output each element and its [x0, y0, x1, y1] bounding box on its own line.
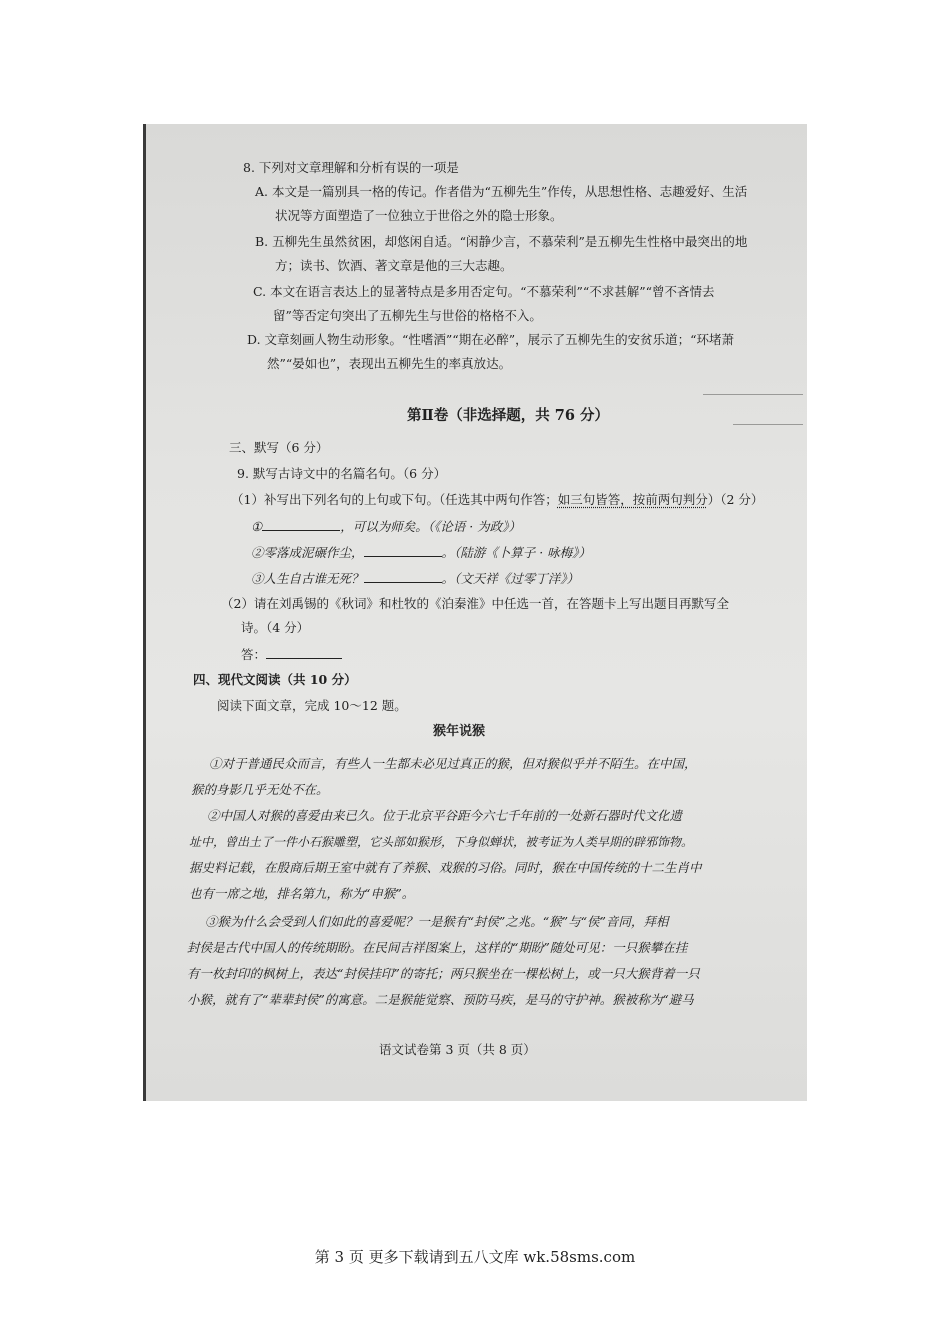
answer-blank-4	[266, 646, 342, 659]
paragraph-1-line1: ①对于普通民众而言，有些人一生都未必见过真正的猴，但对猴似乎并不陌生。在中国，	[209, 756, 697, 771]
answer-blank-1	[262, 518, 340, 531]
paragraph-2-line3: 据史料记载，在殷商后期王室中就有了养猴、戏猴的习俗。同时，猴在中国传统的十二生肖中	[189, 860, 702, 875]
question-9-part2-line1: （2）请在刘禹锡的《秋词》和杜牧的《泊秦淮》中任选一首，在答题卡上写出题目再默写全	[221, 596, 729, 611]
question-9-stem: 9. 默写古诗文中的名篇名句。（6 分）	[237, 466, 447, 481]
option-a-line1: A. 本文是一篇别具一格的传记。作者借为“五柳先生”作传，从思想性格、志趣爱好、生活	[255, 184, 748, 199]
answer-line	[241, 646, 342, 663]
q9-1-suffix: ）（2 分）	[707, 492, 764, 507]
fill-item-1-text: ，可以为师矣。（《论语 · 为政》）	[340, 519, 521, 534]
paragraph-2-line2: 址中，曾出土了一件小石猴雕塑，它头部如猴形，下身似蝉状，被考证为人类早期的辟邪饰物。	[189, 835, 694, 849]
q9-1-prefix: （1）补写出下列名句的上句或下句。（任选其中两句作答；	[231, 492, 558, 507]
question-9-part2-line2: 诗。（4 分）	[241, 620, 310, 635]
article-title: 猴年说猴	[433, 724, 486, 739]
paragraph-3-line1: ③猴为什么会受到人们如此的喜爱呢？一是猴有“封侯”之兆。“猴”与“侯”音同，拜相	[205, 914, 669, 929]
fill-item-1-number: ①	[251, 519, 263, 534]
faint-bleed-line	[703, 394, 803, 395]
option-d-line2: 然”“晏如也”，表现出五柳先生的率真放达。	[267, 356, 512, 371]
paragraph-3-line2: 封侯是古代中国人的传统期盼。在民间吉祥图案上，这样的“期盼”随处可见：一只猴攀在挂	[187, 940, 688, 955]
answer-label: 答：	[241, 647, 267, 662]
fill-item-3-text-after: 。（文天祥《过零丁洋》）	[441, 571, 580, 586]
fill-item-3	[251, 570, 579, 587]
section-3-heading: 三、默写（6 分）	[229, 440, 329, 455]
reading-instruction: 阅读下面文章，完成 10～12 题。	[217, 698, 407, 713]
answer-blank-2	[364, 544, 442, 557]
paragraph-3-line4: 小猴，就有了“辈辈封侯”的寓意。二是猴能觉察、预防马疾，是马的守护神。猴被称为“避马	[187, 992, 694, 1007]
option-c-line2: 留”等否定句突出了五柳先生与世俗的格格不入。	[273, 308, 542, 323]
option-d-line1: D. 文章刻画人物生动形象。“性嗜酒”“期在必醉”，展示了五柳先生的安贫乐道；“环堵萧	[247, 332, 734, 347]
paragraph-1-line2: 猴的身影几乎无处不在。	[191, 782, 329, 797]
fill-item-2-text-before: ②零落成泥碾作尘，	[251, 545, 364, 560]
answer-blank-3	[364, 570, 442, 583]
page-number-label: 语文试卷第 3 页（共 8 页）	[379, 1042, 536, 1057]
question-9-part1	[231, 492, 763, 508]
download-footer: 第 3 页 更多下载请到五八文库 wk.58sms.com	[314, 1248, 636, 1266]
fill-item-3-text-before: ③人生自古谁无死？	[251, 571, 364, 586]
part-2-title: 第Ⅱ卷（非选择题，共 76 分）	[407, 407, 609, 424]
fill-item-1	[251, 518, 521, 535]
question-8-stem: 8. 下列对文章理解和分析有误的一项是	[243, 160, 459, 175]
scanned-exam-page	[143, 124, 807, 1101]
q9-1-emphasis: 如三句皆答，按前两句判分	[557, 492, 708, 507]
paragraph-2-line4: 也有一席之地，排名第九，称为“申猴”。	[189, 886, 415, 901]
paragraph-3-line3: 有一枚封印的枫树上，表达“封侯挂印”的寄托；两只猴坐在一棵松树上，或一只大猴背着一只	[187, 966, 700, 981]
option-b-line2: 方；读书、饮酒、著文章是他的三大志趣。	[275, 258, 513, 273]
paragraph-2-line1: ②中国人对猴的喜爱由来已久。位于北京平谷距今六七千年前的一处新石器时代文化遗	[207, 808, 683, 823]
option-a-line2: 状况等方面塑造了一位独立于世俗之外的隐士形象。	[275, 208, 563, 223]
faint-bleed-line	[733, 424, 803, 425]
option-c-line1: C. 本文在语言表达上的显著特点是多用否定句。“不慕荣利”“不求甚解”“曾不吝情去	[253, 284, 715, 299]
option-b-line1: B. 五柳先生虽然贫困，却悠闲自适。“闲静少言，不慕荣利”是五柳先生性格中最突出的地	[255, 234, 748, 249]
fill-item-2-text-after: 。（陆游《卜算子 · 咏梅》）	[441, 545, 591, 560]
section-4-heading: 四、现代文阅读（共 10 分）	[193, 672, 357, 687]
fill-item-2	[251, 544, 591, 561]
